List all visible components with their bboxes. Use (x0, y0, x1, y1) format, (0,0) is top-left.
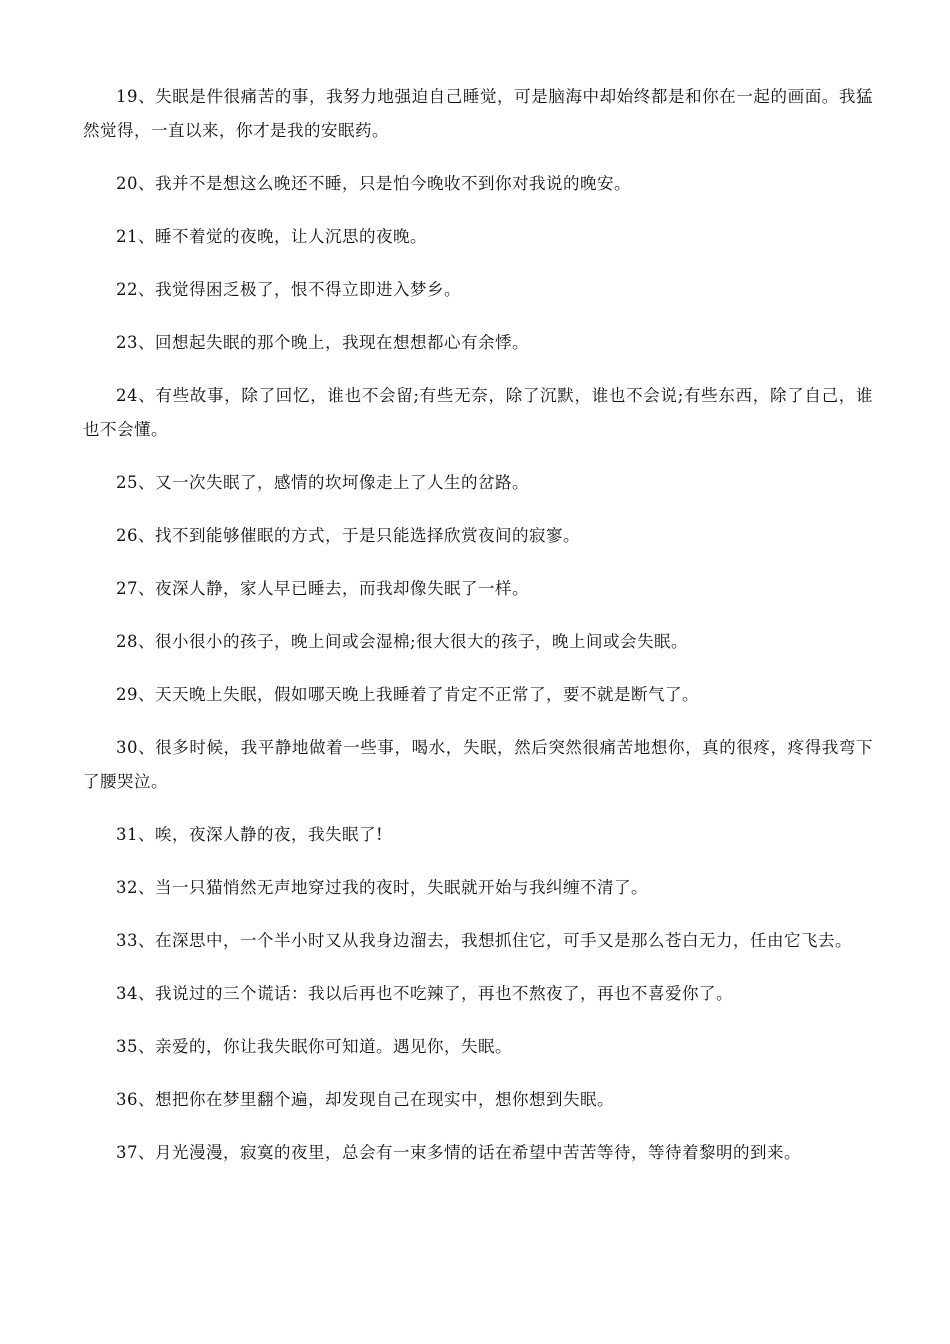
paragraph-36: 36、想把你在梦里翻个遍，却发现自己在现实中，想你想到失眠。 (116, 1090, 614, 1109)
paragraph-25: 25、又一次失眠了，感情的坎坷像走上了人生的岔路。 (116, 473, 529, 492)
paragraph-34: 34、我说过的三个谎话：我以后再也不吃辣了，再也不熬夜了，再也不喜爱你了。 (116, 984, 733, 1003)
paragraph-19: 19、失眠是件很痛苦的事，我努力地强迫自己睡觉，可是脑海中却始终都是和你在一起的画面。我猛然觉得，一直以来，你才是我的安眠药。 (83, 87, 873, 140)
paragraph-35: 35、亲爱的，你让我失眠你可知道。遇见你，失眠。 (116, 1037, 512, 1056)
paragraph-37: 37、月光漫漫，寂寞的夜里，总会有一束多情的话在希望中苦苦等待，等待着黎明的到来。 (116, 1143, 801, 1162)
paragraph-31: 31、唉，夜深人静的夜，我失眠了! (116, 825, 384, 844)
paragraph-22: 22、我觉得困乏极了，恨不得立即进入梦乡。 (116, 280, 461, 299)
paragraph-27: 27、夜深人静，家人早已睡去，而我却像失眠了一样。 (116, 579, 529, 598)
paragraph-26: 26、找不到能够催眠的方式，于是只能选择欣赏夜间的寂寥。 (116, 526, 580, 545)
paragraph-32: 32、当一只猫悄然无声地穿过我的夜时，失眠就开始与我纠缠不清了。 (116, 878, 648, 897)
paragraph-23: 23、回想起失眠的那个晚上，我现在想想都心有余悸。 (116, 333, 529, 352)
paragraph-30: 30、很多时候，我平静地做着一些事，喝水，失眠，然后突然很痛苦地想你，真的很疼，疼得我弯下了腰哭泣。 (83, 738, 873, 791)
paragraph-28: 28、很小很小的孩子，晚上间或会湿棉;很大很大的孩子，晚上间或会失眠。 (116, 632, 689, 651)
paragraph-20: 20、我并不是想这么晚还不睡，只是怕今晚收不到你对我说的晚安。 (116, 174, 631, 193)
document-body (83, 80, 873, 1189)
paragraph-21: 21、睡不着觉的夜晚，让人沉思的夜晚。 (116, 227, 427, 246)
paragraph-29: 29、天天晚上失眠，假如哪天晚上我睡着了肯定不正常了，要不就是断气了。 (116, 685, 699, 704)
paragraph-33: 33、在深思中，一个半小时又从我身边溜去，我想抓住它，可手又是那么苍白无力，任由它飞去。 (116, 931, 852, 950)
paragraph-24: 24、有些故事，除了回忆，谁也不会留;有些无奈，除了沉默，谁也不会说;有些东西，除了自己，谁也不会懂。 (83, 386, 873, 439)
